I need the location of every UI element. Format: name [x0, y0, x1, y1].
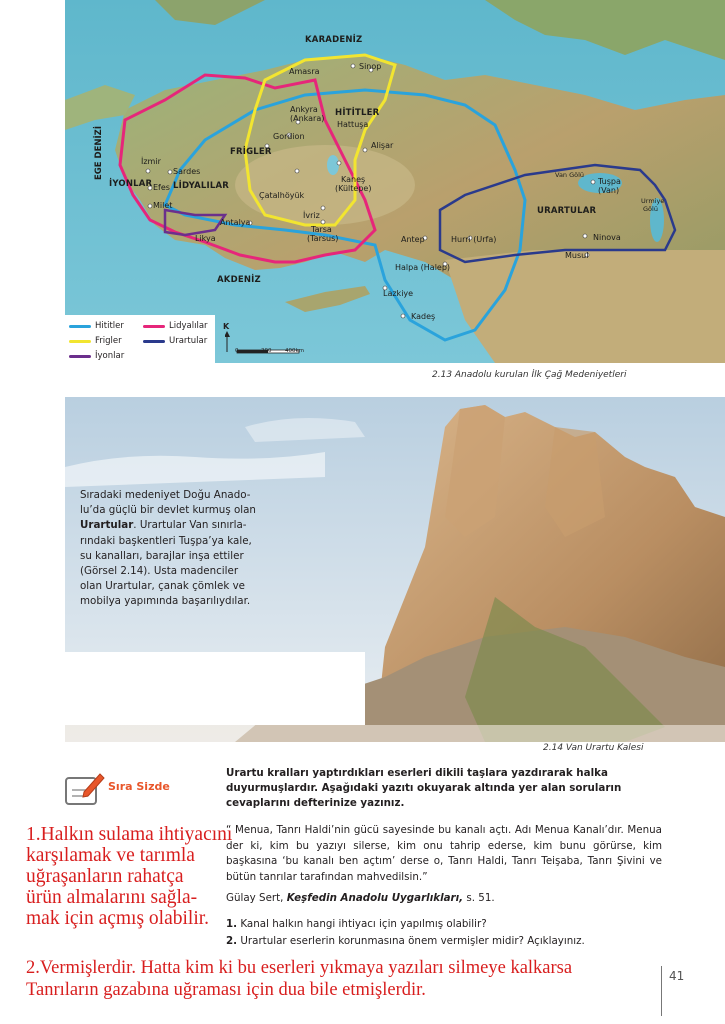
- map-scale: [225, 322, 315, 360]
- label-tuspa: Tuşpa: [598, 177, 621, 186]
- label-iyonlar: İYONLAR: [109, 179, 153, 189]
- source-page: s. 51.: [466, 892, 495, 904]
- legend-label: Urartular: [169, 336, 208, 346]
- label-milet: Milet: [153, 201, 173, 210]
- legend-item-iyonlar: [69, 351, 124, 361]
- legend-line: [69, 340, 91, 343]
- text-line-1: Sıradaki medeniyet Doğu Anado-: [80, 489, 251, 501]
- text-line-8: mobilya yapımında başarılıydılar.: [80, 595, 251, 608]
- label-catalhoyuk: Çatalhöyük: [259, 191, 305, 200]
- label-ivriz: İvriz: [303, 211, 320, 220]
- label-halpa: Halpa (Halep): [395, 263, 451, 272]
- text-line-3: [80, 518, 295, 533]
- map-legend: [65, 315, 215, 363]
- legend-line: [69, 355, 91, 358]
- map-graphic: [65, 0, 725, 363]
- question-2-text: Urartular eserlerin korunmasına önem vermişler midir? Açıklayınız.: [240, 935, 585, 947]
- answer-1-line-1: 1.Halkın sulama ihtiyacını: [26, 824, 233, 845]
- label-gordion: Gordion: [273, 132, 305, 141]
- north-label: K: [223, 322, 230, 331]
- answer-1-line-5: mak için açmış olabilir.: [26, 908, 210, 929]
- label-sinop: Sinop: [359, 62, 382, 71]
- label-amasra: Amasra: [289, 67, 320, 76]
- label-hattusa: Hattuşa: [337, 120, 369, 129]
- answer-1-line-2: karşılamak ve tarımla: [26, 845, 195, 866]
- label-ankara: (Ankara): [290, 114, 325, 123]
- question-1-text: Kanal halkın hangi ihtiyacı için yapılmış olabilir?: [240, 918, 487, 930]
- question-2-number: 2.: [226, 935, 238, 947]
- page-number: 41: [669, 969, 685, 983]
- label-likya: Likya: [195, 234, 216, 243]
- label-hurri: Hurri (Urfa): [451, 235, 497, 244]
- photo-caption: 2.14 Van Urartu Kalesi: [543, 743, 644, 753]
- label-antep: Antep: [401, 235, 425, 244]
- legend-item-frigler: [69, 336, 122, 346]
- label-musul: Musul: [565, 251, 589, 260]
- question-1: [226, 918, 487, 930]
- label-van: (Van): [598, 186, 620, 195]
- label-urartular: URARTULAR: [537, 206, 597, 216]
- label-kultepe: (Kültepe): [335, 184, 372, 193]
- text-line-2: lu’da güçlü bir devlet kurmuş olan: [80, 504, 256, 517]
- label-urmiye: Urmiye: [641, 197, 665, 205]
- label-alisar: Alişar: [371, 141, 394, 150]
- text-line-7: olan Urartular, çanak çömlek ve: [80, 580, 245, 593]
- text-line-3b: . Urartular Van sınırla-: [133, 519, 247, 532]
- anatolia-map: [65, 0, 725, 363]
- answer-2-line-1: 2.Vermişlerdir. Hatta kim ki bu eserleri yıkmaya yazıları silmeye kalkarsa: [26, 958, 573, 978]
- question-1-number: 1.: [226, 918, 238, 930]
- legend-line: [69, 325, 91, 328]
- label-lidyalilar: LİDYALILAR: [173, 181, 230, 191]
- north-arrow-icon: [225, 322, 315, 360]
- answer-1-line-3: uğraşanların rahatça: [26, 866, 184, 887]
- label-frigler: FRİGLER: [230, 147, 272, 157]
- label-lazkiye: Lazkiye: [383, 289, 414, 298]
- legend-line: [143, 325, 165, 328]
- label-egedenizi: EGE DENİZİ: [94, 125, 104, 180]
- label-hititler: HİTİTLER: [335, 108, 380, 118]
- label-tarsus: (Tarsus): [307, 234, 339, 243]
- legend-item-urartular: [143, 336, 207, 346]
- question-2: [226, 935, 585, 947]
- urartu-textbox: [80, 488, 295, 610]
- scale-0: 0: [235, 348, 239, 354]
- text-line-6: (Görsel 2.14). Usta madenciler: [80, 565, 239, 578]
- scale-200: 200: [261, 348, 272, 354]
- map-caption: 2.13 Anadolu kurulan İlk Çağ Medeniyetleri: [432, 370, 627, 380]
- label-kanes: Kaneş: [341, 175, 366, 184]
- label-tarsa: Tarsa: [311, 225, 332, 234]
- legend-label: Hititler: [95, 321, 124, 331]
- label-antalya: Antalya: [220, 218, 251, 227]
- source-author: Gülay Sert,: [226, 892, 284, 904]
- quote-source: [226, 892, 495, 904]
- label-izmir: İzmir: [141, 157, 161, 166]
- sira-sizde-title: Sıra Sizde: [108, 780, 170, 793]
- legend-label: Lidyalılar: [169, 321, 208, 331]
- menua-quote: “ Menua, Tanrı Haldi’nin gücü sayesinde bu kanalı açtı. Adı Menua Kanalı’dır. Menua der ki, kim bu yazıyı silerse, kim onu tahrip ederse, kim bunu görürse, kim başkasına ‘bu kanalı ben açtım’ derse o, Tanrı Haldi, Tanrı Teişaba, Tanrı Şivini ve bütün tanrılar tarafından mahvedilsin.”: [226, 824, 662, 883]
- legend-item-lidyalilar: [143, 321, 208, 331]
- legend-label: Frigler: [95, 336, 122, 346]
- source-title: Keşfedin Anadolu Uygarlıkları,: [286, 892, 464, 904]
- label-sardes: Sardes: [173, 167, 201, 176]
- notebook-pencil-icon: [62, 768, 106, 808]
- label-ninova: Ninova: [593, 233, 621, 242]
- answer-1-line-4: ürün almalarını sağla-: [26, 887, 198, 908]
- label-vangolu: Van Gölü: [555, 171, 585, 179]
- label-urmiye-golu: Gölü: [643, 205, 658, 213]
- label-efes: Efes: [153, 183, 170, 192]
- label-ankyra: Ankyra: [290, 105, 318, 114]
- scale-400: 400km: [285, 348, 305, 354]
- label-akdeniz: AKDENİZ: [217, 275, 261, 285]
- legend-item-hititler: [69, 321, 124, 331]
- text-line-5: su kanalları, barajlar inşa ettiler: [80, 549, 244, 562]
- label-karadeniz: KARADENİZ: [305, 35, 363, 45]
- text-line-4: rındaki başkentleri Tuşpa’ya kale,: [80, 534, 252, 547]
- urartular-bold: Urartular: [80, 519, 134, 532]
- label-kades: Kadeş: [411, 312, 436, 321]
- legend-line: [143, 340, 165, 343]
- activity-intro: Urartu kralları yaptırdıkları eserleri dikili taşlara yazdırarak halka duyurmuşlardır. Aşağıdaki yazıtı okuyarak altında yer alan soruların cevaplarını defterinize yazınız.: [226, 767, 622, 809]
- answer-2-line-2: Tanrıların gazabına uğraması için dua bile etmişlerdir.: [26, 980, 426, 1000]
- page-number-divider: [661, 966, 662, 1016]
- legend-label: İyonlar: [95, 351, 125, 361]
